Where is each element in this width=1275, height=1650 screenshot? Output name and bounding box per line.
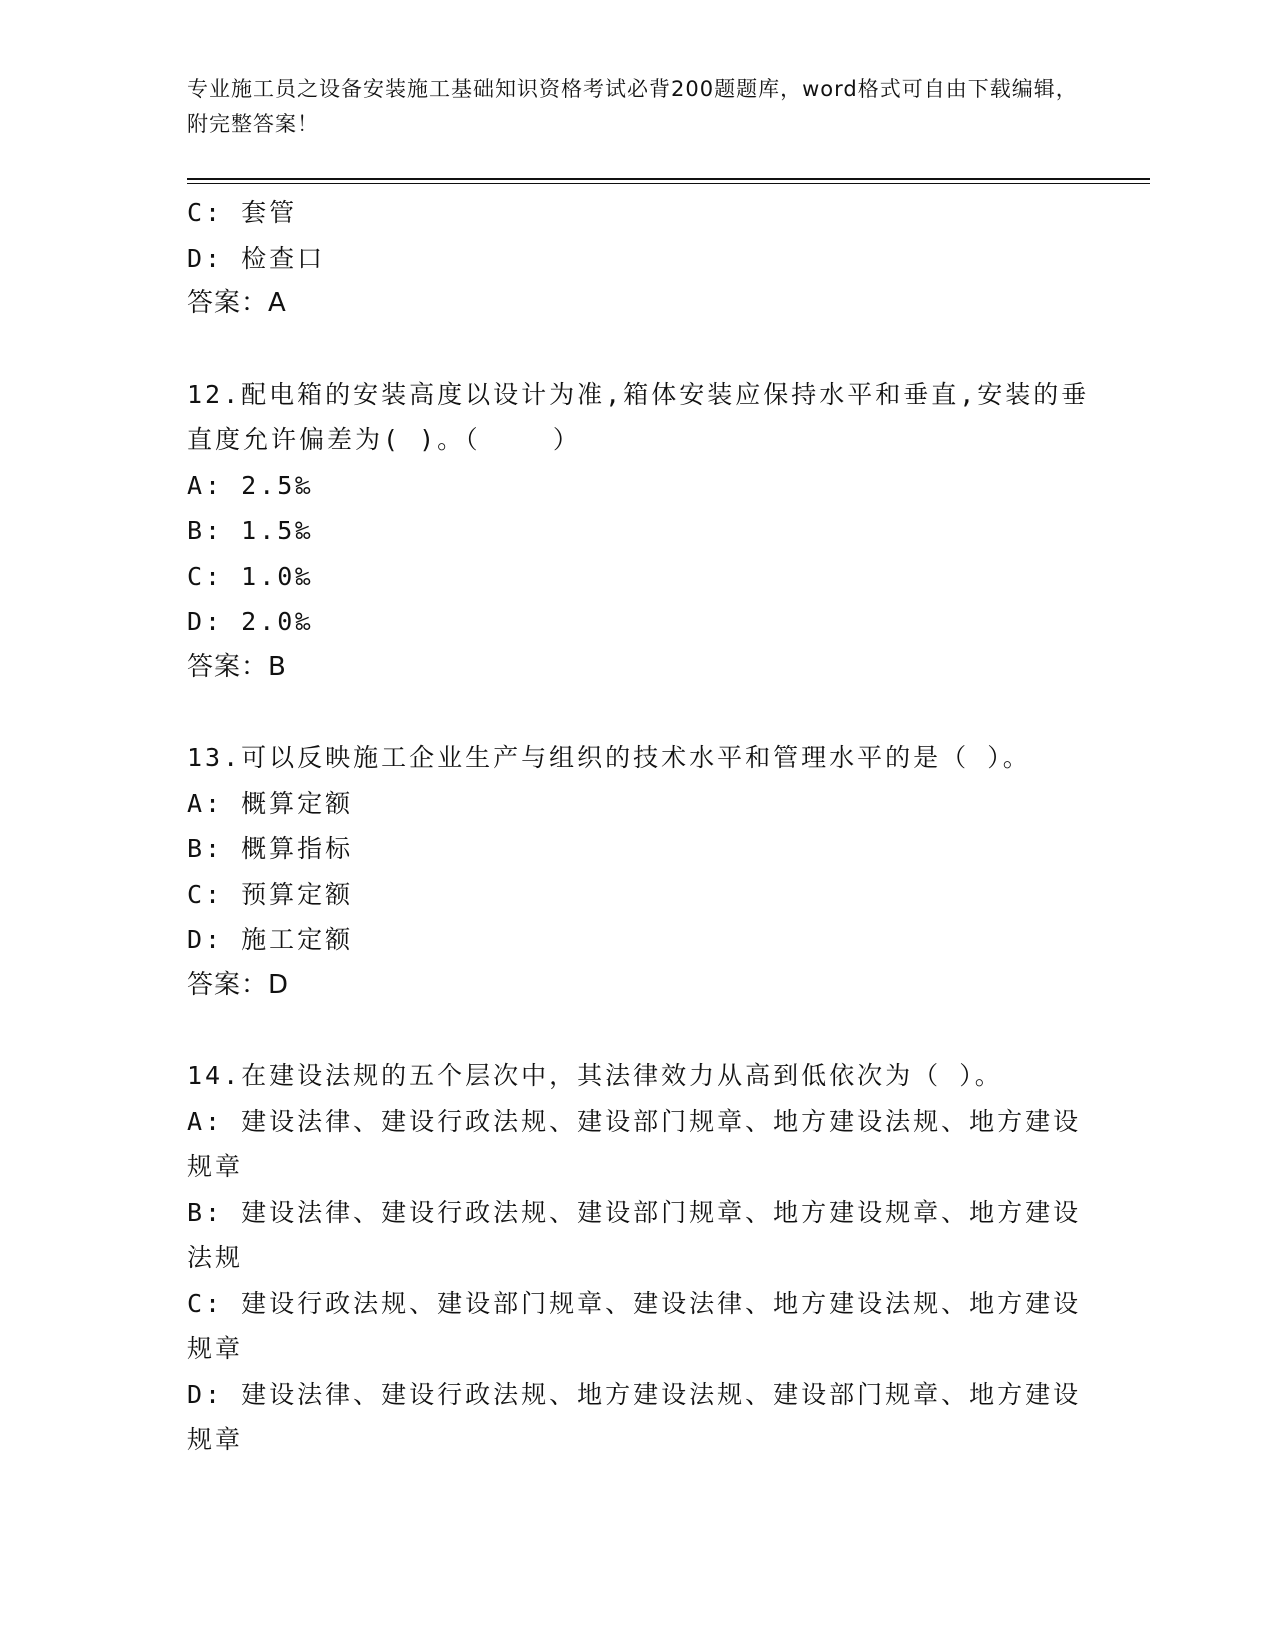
option-c: C: 1.0‰ [187,561,314,591]
question-list [187,190,1107,1463]
question-block [187,1053,1107,1463]
question-block [187,190,1107,327]
option-d: D: 施工定额 [187,925,354,954]
option-b: B: 概算指标 [187,834,354,863]
option-a: A: 建设法律、建设行政法规、建设部门规章、地方建设法规、地方建设规章 [187,1106,1082,1181]
document-header: 专业施工员之设备安装施工基础知识资格考试必背200题题库，word格式可自由下载编辑，附完整答案！ [187,77,1078,136]
question-block [187,735,1107,1008]
option-d: D: 建设法律、建设行政法规、地方建设法规、建设部门规章、地方建设规章 [187,1379,1082,1454]
option-c: C: 建设行政法规、建设部门规章、建设法律、地方建设法规、地方建设规章 [187,1288,1082,1363]
question-text: 14.在建设法规的五个层次中，其法律效力从高到低依次为（ ）。 [187,1061,1003,1090]
question-text: 13.可以反映施工企业生产与组织的技术水平和管理水平的是（ ）。 [187,743,1031,772]
question-block [187,372,1107,691]
option-b: B: 1.5‰ [187,516,314,545]
answer: 答案：D [187,969,290,1000]
question-text: 12.配电箱的安装高度以设计为准,箱体安装应保持水平和垂直,安装的垂直度允许偏差为( )。（ ） [187,379,1090,454]
option-a: A: 2.5‰ [187,470,314,500]
option-c: C: 套管 [187,198,298,227]
header-rule-thick [187,178,1150,180]
option-b: B: 建设法律、建设行政法规、建设部门规章、地方建设规章、地方建设法规 [187,1197,1082,1272]
answer: 答案：A [187,288,287,318]
option-a: A: 概算定额 [187,788,354,818]
option-d: D: 检查口 [187,243,326,273]
option-d: D: 2.0‰ [187,607,314,636]
answer: 答案：B [187,651,287,682]
option-c: C: 预算定额 [187,879,354,909]
header-rule-thin [187,183,1150,184]
